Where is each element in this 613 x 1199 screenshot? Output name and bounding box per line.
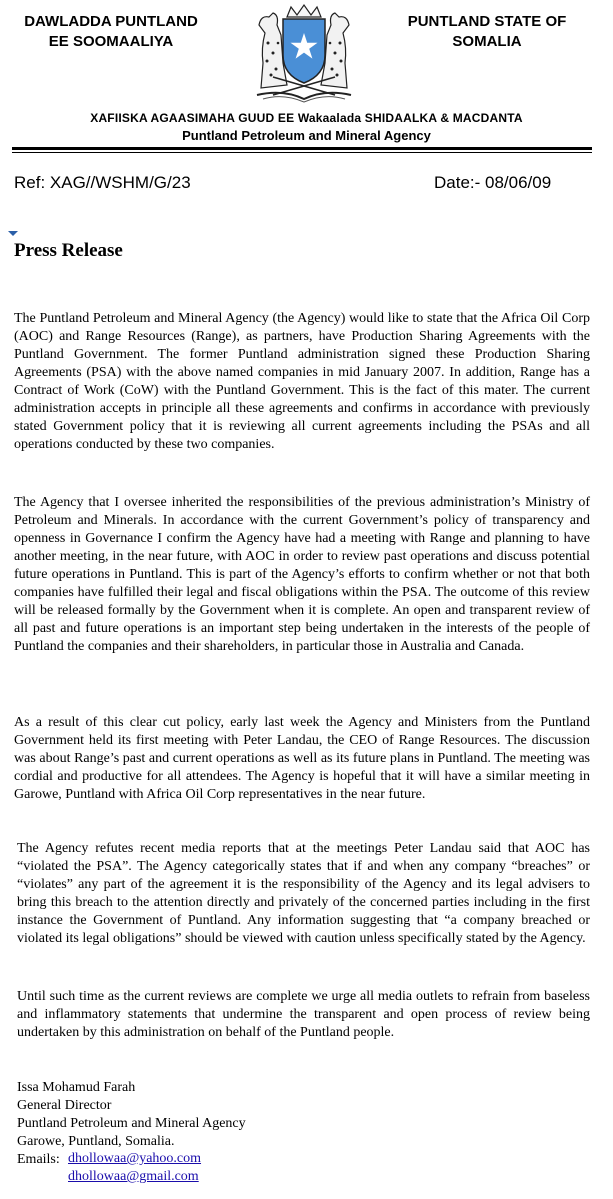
paragraph-3: As a result of this clear cut policy, early last week the Agency and Ministers from the Puntland Government held its first meeting with Peter Landau, the CEO of Range Resources. The discussion was about Range’s past and current operations as well as its future plans in Puntland. The meeting was cordial and productive for all attendees. The Agency is hopeful that it will have a similar meeting in Garowe, Puntland with Africa Oil Corp representatives in the near future. [14,715,590,802]
header-left-line1: DAWLADDA PUNTLAND [24,13,198,30]
header-divider-thin [12,152,592,153]
agency-name-somali: XAFIISKA AGAASIMAHA GUUD EE Wakaalada SHIDAALKA & MACDANTA [90,111,523,125]
paragraph-1: The Puntland Petroleum and Mineral Agency (the Agency) would like to state that the Africa Oil Corp (AOC) and Range Resources (Range), as partners, have Production Sharing Agreements with the Puntland Government. The former Puntland administration signed these Production Sharing Agreements (PSA) with the above named companies in mid January 2007. In addition, Range has a Contract of Work (CoW) with the Puntland Government. This is the fact of this mater. The current administration accepts in principle all these agreements and confirms in accordance with previously stated Government policy that it is reviewing all current agreements including the PSAs and all operations conducted by these two companies. [14,311,590,452]
emails-label: Emails: [17,1152,60,1167]
header-left-title [6,12,216,52]
coat-of-arms-emblem-icon [243,3,365,103]
header-right-title [382,12,592,52]
signatory-location: Garowe, Puntland, Somalia. [17,1134,175,1149]
header-right-line1: PUNTLAND STATE OF [407,13,567,30]
list-marker-arrow-icon [8,231,18,236]
paragraph-4: The Agency refutes recent media reports that at the meetings Peter Landau said that AOC has “violated the PSA”. The Agency categorically states that if and when any company “breaches” or “violates” any part of the agreement it is the responsibility of the Agency and its legal advisers to bring this breach to the attention directly and privately of the concerned parties including in the first instance the Government of Puntland. Any information suggesting that “a company breached or violated its legal obligations” should be viewed with caution unless specifically stated by the Agency. [17,841,590,946]
header-right-line2: SOMALIA [452,33,522,50]
document-title: Press Release [14,240,123,261]
paragraph-2: The Agency that I oversee inherited the responsibilities of the previous administration’s Ministry of Petroleum and Minerals. In accordance with the current Government’s policy of transparency and openness in Governance I confirm the Agency have had a meeting with Range and planning to have another meeting, in the near future, with AOC in order to review past operations and discuss potential future operations in Puntland. This is part of the Agency’s efforts to confirm whether or not that both companies have fulfilled their legal and fiscal obligations within the PSA. The outcome of this review will be released formally by the Government when it is complete. An open and transparent review of all past and future operations is an important step being undertaken in the interests of the people of Puntland the companies and their shareholders, in particular those in Australia and Canada. [14,495,590,654]
signatory-name: Issa Mohamud Farah [17,1080,136,1095]
agency-name-english: Puntland Petroleum and Mineral Agency [182,128,431,143]
email-link-gmail[interactable]: dhollowaa@gmail.com [68,1169,199,1184]
header-divider-thick [12,147,592,150]
header-left-line2: EE SOOMAALIYA [48,33,174,50]
email-link-yahoo[interactable]: dhollowaa@yahoo.com [68,1151,202,1166]
paragraph-5: Until such time as the current reviews are complete we urge all media outlets to refrain from baseless and inflammatory statements that undermine the transparent and open process of review being undertaken by this administration on behalf of the Puntland people. [17,989,590,1040]
signatory-position: General Director [17,1098,112,1113]
signatory-agency: Puntland Petroleum and Mineral Agency [17,1116,246,1131]
reference-number: Ref: XAG//WSHM/G/23 [14,173,191,192]
document-date: Date:- 08/06/09 [434,173,552,192]
